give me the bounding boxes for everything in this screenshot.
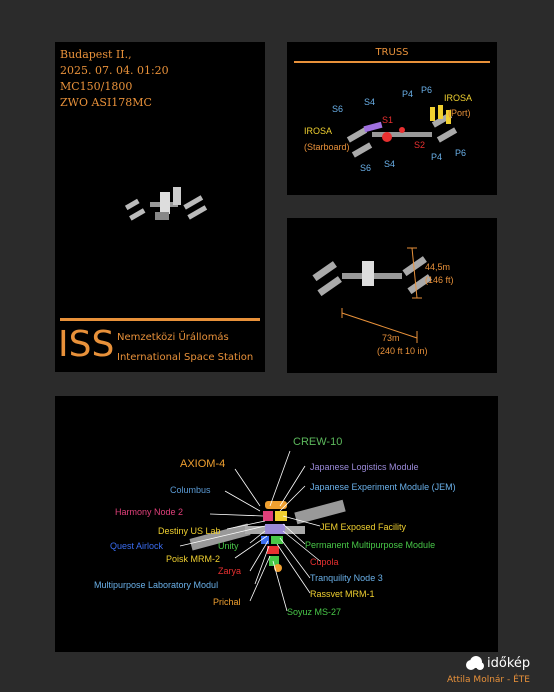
truss-iss-image xyxy=(342,102,462,172)
soyuz-label: Soyuz MS-27 xyxy=(287,607,342,617)
axiom4-label: AXIOM-4 xyxy=(180,458,226,470)
truss-p4-top: P4 xyxy=(402,89,414,99)
jem-label: Japanese Experiment Module (JEM) xyxy=(310,482,456,492)
crew10-label: CREW-10 xyxy=(293,436,343,448)
iss-name-en: International Space Station xyxy=(117,352,254,363)
destiny-label: Destiny US Lab xyxy=(158,526,221,536)
observation-info xyxy=(60,47,169,111)
irosa-port-label: IROSA xyxy=(444,93,473,103)
rassvet-label: Rassvet MRM-1 xyxy=(310,589,375,599)
truss-s6-top: S6 xyxy=(332,104,344,114)
height-ft-value: (146 ft) xyxy=(425,275,454,285)
irosa-starboard-label: IROSA xyxy=(304,126,333,136)
location-text: Budapest II., xyxy=(60,48,132,61)
prichal-label: Prichal xyxy=(213,597,241,607)
camera-text: ZWO ASI178MC xyxy=(60,96,152,109)
quest-label: Quest Airlock xyxy=(110,541,164,551)
truss-s1: S1 xyxy=(382,115,394,125)
truss-s4-top: S4 xyxy=(364,97,376,107)
truss-panel xyxy=(287,42,497,195)
port-label: (Port) xyxy=(448,108,471,118)
truss-s2: S2 xyxy=(414,140,426,150)
height-dimension xyxy=(425,261,454,287)
iss-names xyxy=(117,328,253,368)
idokep-logo-text: időkép xyxy=(487,656,531,671)
title-divider xyxy=(60,318,260,321)
author-credit: Attila Molnár - ÉTE xyxy=(447,675,530,685)
iss-name-hu: Nemzetközi Űrállomás xyxy=(117,332,229,343)
datetime-text: 2025. 07. 04. 01:20 xyxy=(60,64,169,77)
unity-label: Unity xyxy=(218,541,239,551)
truss-p6-bot: P6 xyxy=(455,148,467,158)
jlm-label: Japanese Logistics Module xyxy=(310,462,419,472)
truss-s4-bot: S4 xyxy=(384,159,396,169)
idokep-cloud-icon xyxy=(463,655,485,671)
dimensions-panel xyxy=(287,218,497,373)
poisk-label: Poisk MRM-2 xyxy=(166,554,221,564)
columbus-label: Columbus xyxy=(170,485,211,495)
truss-p4-bot: P4 xyxy=(431,152,443,162)
iss-image xyxy=(115,172,225,232)
height-value: 44,5m xyxy=(425,262,451,272)
truss-p6-top: P6 xyxy=(421,85,433,95)
jemef-label: JEM Exposed Facility xyxy=(320,522,407,532)
width-ft-value: (240 ft 10 in) xyxy=(377,346,428,356)
zarya-label: Zarya xyxy=(218,566,242,576)
pmm-label: Permanent Multipurpose Module xyxy=(305,540,436,550)
telescope-text: MC150/1800 xyxy=(60,80,133,93)
truss-title: TRUSS xyxy=(375,47,409,58)
starboard-label: (Starboard) xyxy=(304,142,350,152)
iss-abbr: ISS xyxy=(58,324,115,365)
tranquility-label: Tranquility Node 3 xyxy=(310,573,383,583)
modules-panel xyxy=(55,396,498,652)
truss-s6-bot: S6 xyxy=(360,163,372,173)
harmony-label: Harmony Node 2 xyxy=(115,507,184,517)
width-value: 73m xyxy=(382,333,400,343)
cupola-label: Cupola xyxy=(310,557,339,567)
info-panel xyxy=(55,42,265,372)
truss-divider xyxy=(294,61,490,63)
mlm-label: Multipurpose Laboratory Modul xyxy=(94,580,219,590)
module-leader-lines xyxy=(55,396,498,652)
width-dimension xyxy=(377,332,428,358)
